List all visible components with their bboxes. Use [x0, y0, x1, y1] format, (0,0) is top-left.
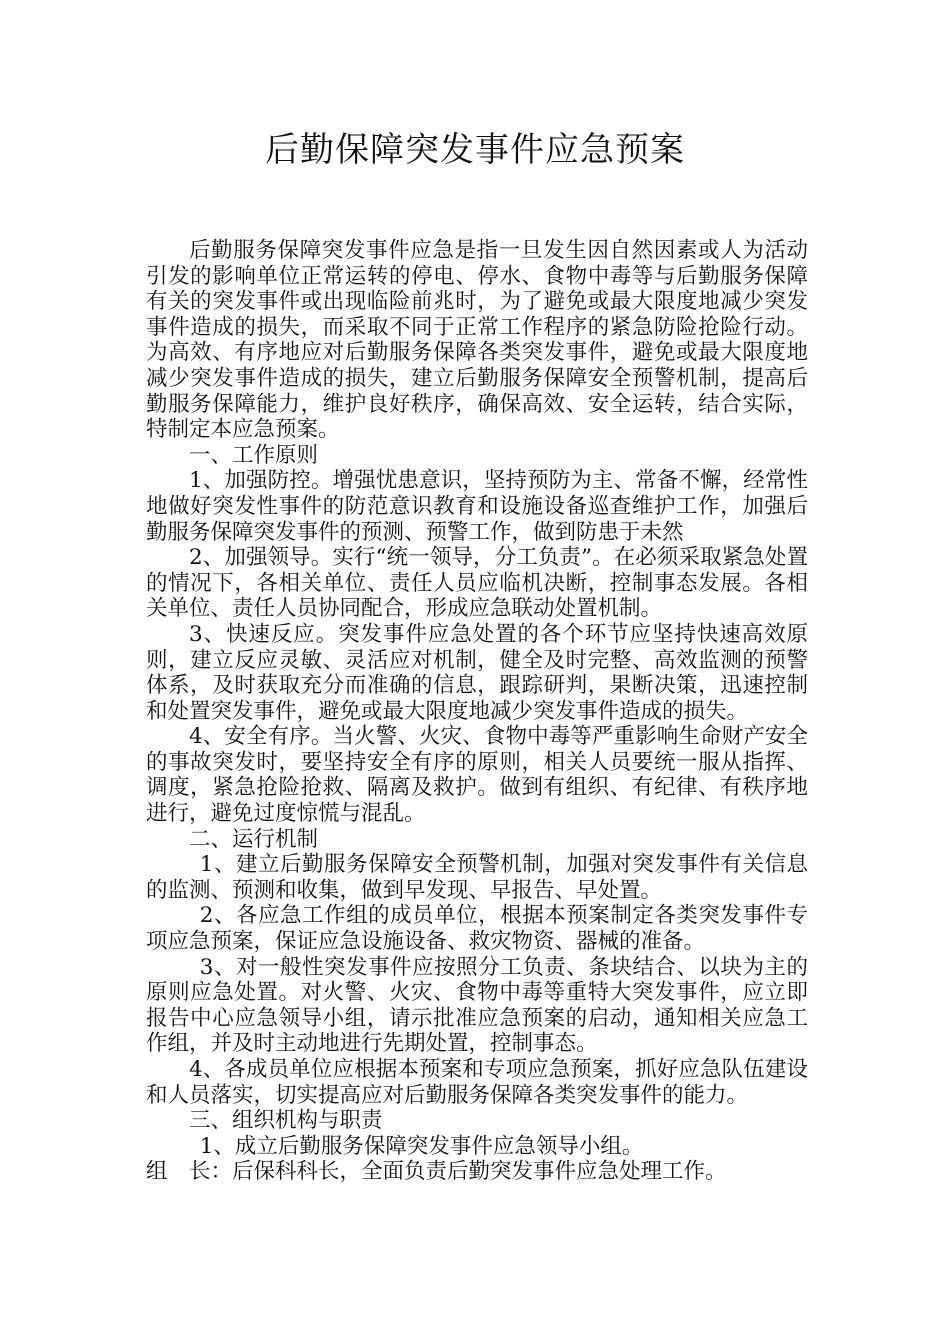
principle-paragraph-2: 2、加强领导。实行“统一领导，分工负责”。在必须采取紧急处置的情况下，各相关单位、责任人员应临机决断，控制事态发展。各相关单位、责任人员协同配合，形成应急联动处置机制。 — [146, 545, 808, 622]
mechanism-paragraph-2: 2、各应急工作组的成员单位，根据本预案制定各类突发事件专项应急预案，保证应急设施设备、救灾物资、器械的准备。 — [146, 903, 808, 955]
principle-paragraph-1: 1、加强防控。增强忧患意识，坚持预防为主、常备不懈，经常性地做好突发性事件的防范意识教育和设施设备巡查维护工作，加强后勤服务保障突发事件的预测、预警工作，做到防患于未然 — [146, 468, 808, 545]
document-title: 后勤保障突发事件应急预案 — [265, 130, 685, 170]
team-leader-line: 组 长：后保科科长，全面负责后勤突发事件应急处理工作。 — [146, 1159, 727, 1185]
intro-paragraph: 后勤服务保障突发事件应急是指一旦发生因自然因素或人为活动引发的影响单位正常运转的停电、停水、食物中毒等与后勤服务保障有关的突发事件或出现临险前兆时，为了避免或最大限度地减少突发事件造成的损失，而采取不同于正常工作程序的紧急防险抢险行动。为高效、有序地应对后勤服务保障各类突发事件，避免或最大限度地减少突发事件造成的损失，建立后勤服务保障安全预警机制，提高后勤服务保障能力，维护良好秩序，确保高效、安全运转，结合实际，特制定本应急预案。 — [146, 238, 808, 443]
document-body — [146, 238, 808, 1185]
principle-paragraph-4: 4、安全有序。当火警、火灾、食物中毒等严重影响生命财产安全的事故突发时，要坚持安全有序的原则，相关人员要统一服从指挥、调度，紧急抢险抢救、隔离及救护。做到有组织、有纪律、有秩序地进行，避免过度惊慌与混乱。 — [146, 724, 808, 827]
organization-paragraph-1: 1、成立后勤服务保障突发事件应急领导小组。 — [199, 1133, 644, 1159]
section-heading-organization: 三、组织机构与职责 — [189, 1108, 383, 1134]
section-heading-principles: 一、工作原则 — [189, 442, 319, 468]
section-heading-mechanism: 二、运行机制 — [189, 826, 319, 852]
mechanism-paragraph-4: 4、各成员单位应根据本预案和专项应急预案，抓好应急队伍建设和人员落实，切实提高应对后勤服务保障各类突发事件的能力。 — [146, 1057, 808, 1108]
mechanism-paragraph-3: 3、对一般性突发事件应按照分工负责、条块结合、以块为主的原则应急处置。对火警、火灾、食物中毒等重特大突发事件，应立即报告中心应急领导小组，请示批准应急预案的启动，通知相关应急工作组，并及时主动地进行先期处置，控制事态。 — [146, 954, 808, 1057]
mechanism-paragraph-1: 1、建立后勤服务保障安全预警机制，加强对突发事件有关信息的监测、预测和收集，做到早发现、早报告、早处置。 — [146, 852, 808, 903]
principle-paragraph-3: 3、快速反应。突发事件应急处置的各个环节应坚持快速高效原则，建立反应灵敏、灵活应对机制，健全及时完整、高效监测的预警体系，及时获取充分而准确的信息，跟踪研判，果断决策，迅速控制和处置突发事件，避免或最大限度地减少突发事件造成的损失。 — [146, 621, 808, 724]
